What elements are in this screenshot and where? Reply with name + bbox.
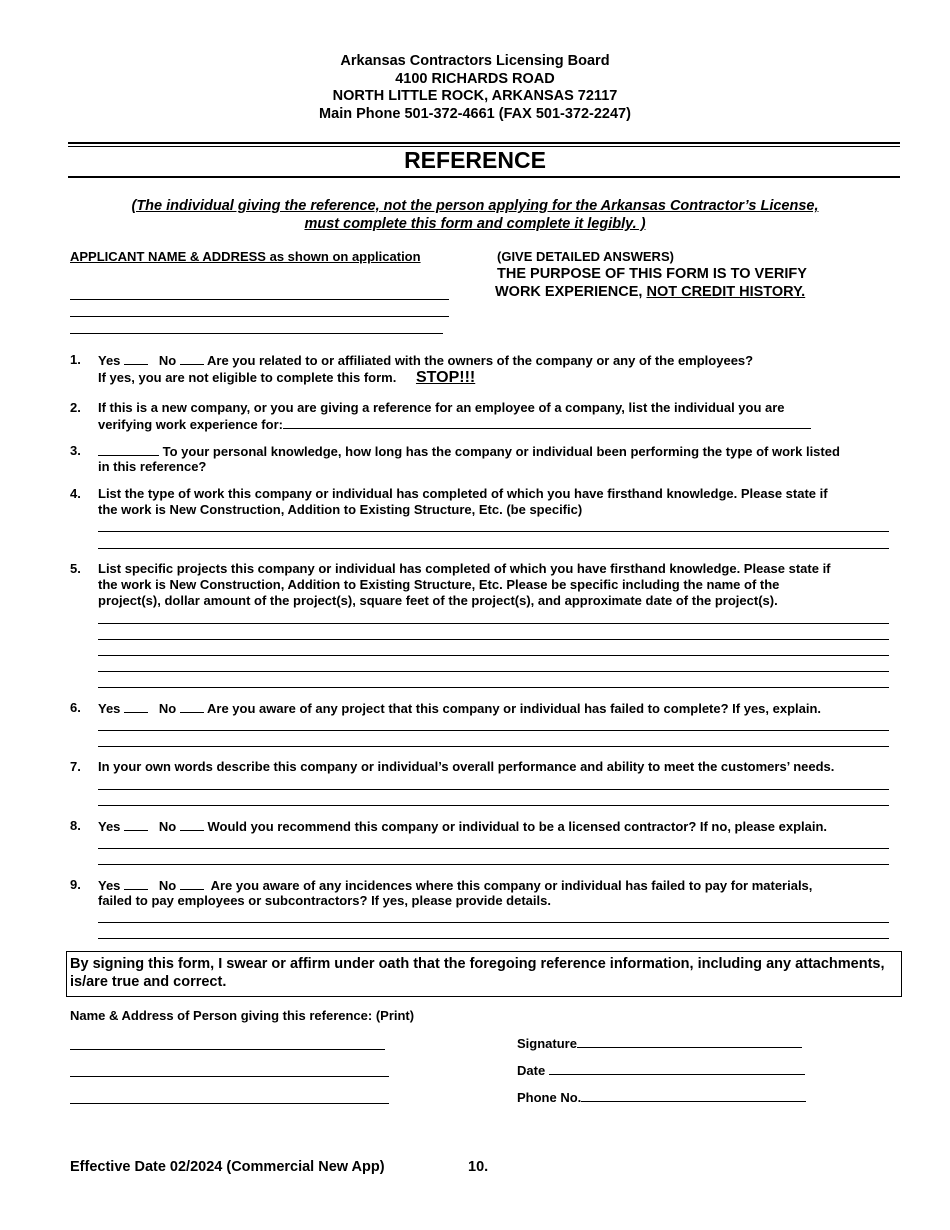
q9-line-2: failed to pay employees or subcontractors? If yes, please provide details. bbox=[98, 893, 551, 908]
q8-text: Would you recommend this company or individual to be a licensed contractor? If no, please explain. bbox=[207, 819, 828, 834]
q5-line-3: project(s), dollar amount of the project(s), square feet of the project(s), and approximate date of the project(s). bbox=[98, 593, 778, 608]
applicant-line-3[interactable] bbox=[70, 333, 443, 334]
q5-answer-line[interactable] bbox=[98, 655, 889, 656]
q1-no-blank[interactable] bbox=[180, 352, 204, 365]
applicant-line-2[interactable] bbox=[70, 316, 449, 317]
oath-text: By signing this form, I swear or affirm under oath that the foregoing reference information, including any attachments, is/are true and correct. bbox=[70, 956, 885, 990]
q2-number: 2. bbox=[70, 400, 81, 415]
give-detailed-answers: (GIVE DETAILED ANSWERS) bbox=[497, 249, 674, 264]
phone-field[interactable] bbox=[581, 1089, 806, 1102]
org-street: 4100 RICHARDS ROAD bbox=[395, 70, 555, 87]
purpose-line-2 bbox=[495, 284, 805, 300]
q2-line-2 bbox=[98, 416, 898, 433]
divider-top bbox=[68, 142, 900, 144]
q1-yes-label: Yes bbox=[98, 353, 121, 368]
q5-answer-line[interactable] bbox=[98, 671, 889, 672]
q5-answer-line[interactable] bbox=[98, 687, 889, 688]
q3-text: To your personal knowledge, how long has the company or individual been performing the type of work listed bbox=[162, 444, 840, 459]
q1-no-label: No bbox=[158, 353, 177, 368]
q4-answer-line[interactable] bbox=[98, 531, 889, 532]
q5-line-1: List specific projects this company or individual has completed of which you have firsthand knowledge. Please state if bbox=[98, 561, 831, 576]
q8-yes-label: Yes bbox=[98, 819, 121, 834]
q1-number: 1. bbox=[70, 352, 81, 367]
q9-no-blank[interactable] bbox=[180, 877, 204, 890]
q6-number: 6. bbox=[70, 700, 81, 715]
phone-row bbox=[517, 1089, 806, 1106]
applicant-label-a: APPLICANT NAME & ADDRESS bbox=[70, 249, 266, 264]
phone-label: Phone No. bbox=[517, 1090, 582, 1105]
org-name: Arkansas Contractors Licensing Board bbox=[340, 53, 610, 69]
q3-number: 3. bbox=[70, 443, 81, 458]
q2-answer-blank[interactable] bbox=[283, 416, 811, 429]
q7-answer-line[interactable] bbox=[98, 805, 889, 806]
reference-line-1[interactable] bbox=[70, 1049, 385, 1050]
date-row bbox=[517, 1062, 805, 1079]
q4-line-1: List the type of work this company or individual has completed of which you have firsthand knowledge. Please state if bbox=[98, 486, 828, 501]
q6-yes-label: Yes bbox=[98, 701, 121, 716]
oath-box bbox=[66, 951, 902, 997]
q9-line-1 bbox=[98, 877, 898, 894]
q6-no-label: No bbox=[158, 701, 177, 716]
q5-answer-line[interactable] bbox=[98, 639, 889, 640]
signature-row bbox=[517, 1035, 802, 1052]
q9-number: 9. bbox=[70, 877, 81, 892]
q6-no-blank[interactable] bbox=[180, 700, 204, 713]
divider-title bbox=[68, 176, 900, 178]
q8-answer-line[interactable] bbox=[98, 864, 889, 865]
applicant-line-1[interactable] bbox=[70, 299, 449, 300]
org-city: NORTH LITTLE ROCK, ARKANSAS 72117 bbox=[332, 88, 618, 104]
q9-yes-label: Yes bbox=[98, 878, 121, 893]
q8-number: 8. bbox=[70, 818, 81, 833]
q8-no-blank[interactable] bbox=[180, 818, 204, 831]
q5-answer-line[interactable] bbox=[98, 623, 889, 624]
date-field[interactable] bbox=[549, 1062, 805, 1075]
q9-text: Are you aware of any incidences where this company or individual has failed to pay for materials, bbox=[210, 878, 813, 893]
q4-line-2: the work is New Construction, Addition to Existing Structure, Etc. (be specific) bbox=[98, 502, 583, 517]
page-title: REFERENCE bbox=[404, 147, 546, 173]
q2-line-1: If this is a new company, or you are giving a reference for an employee of a company, list the individual you are bbox=[98, 400, 785, 415]
q7-answer-line[interactable] bbox=[98, 789, 889, 790]
instructions-line-1: (The individual giving the reference, not the person applying for the Arkansas Contractor’s License, bbox=[131, 198, 819, 214]
q4-answer-line[interactable] bbox=[98, 548, 889, 549]
reference-person-label: Name & Address of Person giving this reference: (Print) bbox=[70, 1008, 415, 1023]
signature-field[interactable] bbox=[577, 1035, 802, 1048]
q5-number: 5. bbox=[70, 561, 81, 576]
q6-answer-line[interactable] bbox=[98, 730, 889, 731]
q8-line-1 bbox=[98, 818, 898, 835]
q9-yes-blank[interactable] bbox=[124, 877, 148, 890]
date-label: Date bbox=[517, 1063, 549, 1078]
instructions-line-2: must complete this form and complete it legibly. ) bbox=[304, 216, 646, 232]
q1-text: Are you related to or affiliated with the owners of the company or any of the employees? bbox=[207, 353, 754, 368]
signature-label: Signature bbox=[517, 1036, 577, 1051]
purpose-line-2a: WORK EXPERIENCE, bbox=[495, 284, 647, 300]
purpose-line-1: THE PURPOSE OF THIS FORM IS TO VERIFY bbox=[497, 266, 807, 282]
footer-effective-date: Effective Date 02/2024 (Commercial New App) bbox=[70, 1159, 385, 1175]
q9-answer-line[interactable] bbox=[98, 938, 889, 939]
q6-line-1 bbox=[98, 700, 898, 717]
q1-ineligible: If yes, you are not eligible to complete this form. bbox=[98, 370, 397, 385]
q4-number: 4. bbox=[70, 486, 81, 501]
reference-line-3[interactable] bbox=[70, 1103, 389, 1104]
q9-no-label: No bbox=[158, 878, 177, 893]
q3-line-1 bbox=[98, 443, 898, 460]
q1-stop: STOP!!! bbox=[415, 369, 476, 386]
q6-text: Are you aware of any project that this company or individual has failed to complete? If yes, explain. bbox=[207, 701, 822, 716]
q2-verifying: verifying work experience for: bbox=[98, 417, 283, 432]
applicant-label bbox=[70, 249, 421, 265]
q1-yes-blank[interactable] bbox=[124, 352, 148, 365]
purpose-line-2b: NOT CREDIT HISTORY. bbox=[646, 284, 806, 300]
instructions bbox=[0, 197, 950, 233]
q5-line-2: the work is New Construction, Addition to Existing Structure, Etc. Please be specific including the name of the bbox=[98, 577, 780, 592]
letterhead bbox=[0, 53, 950, 123]
q1-line-2 bbox=[98, 370, 898, 386]
q1-line-1 bbox=[98, 352, 898, 369]
org-phone: Main Phone 501-372-4661 (FAX 501-372-2247) bbox=[319, 105, 631, 122]
q8-no-label: No bbox=[158, 819, 177, 834]
q9-answer-line[interactable] bbox=[98, 922, 889, 923]
footer-page-number: 10. bbox=[468, 1159, 489, 1175]
q7-number: 7. bbox=[70, 759, 81, 774]
q3-line-2: in this reference? bbox=[98, 459, 207, 474]
q6-answer-line[interactable] bbox=[98, 746, 889, 747]
applicant-label-b: as shown on application bbox=[265, 249, 421, 264]
reference-line-2[interactable] bbox=[70, 1076, 389, 1077]
q7-line-1: In your own words describe this company or individual’s overall performance and ability to meet the customers’ needs. bbox=[98, 759, 835, 774]
q6-yes-blank[interactable] bbox=[124, 700, 148, 713]
q3-answer-blank[interactable] bbox=[98, 443, 159, 456]
q8-answer-line[interactable] bbox=[98, 848, 889, 849]
q8-yes-blank[interactable] bbox=[124, 818, 148, 831]
